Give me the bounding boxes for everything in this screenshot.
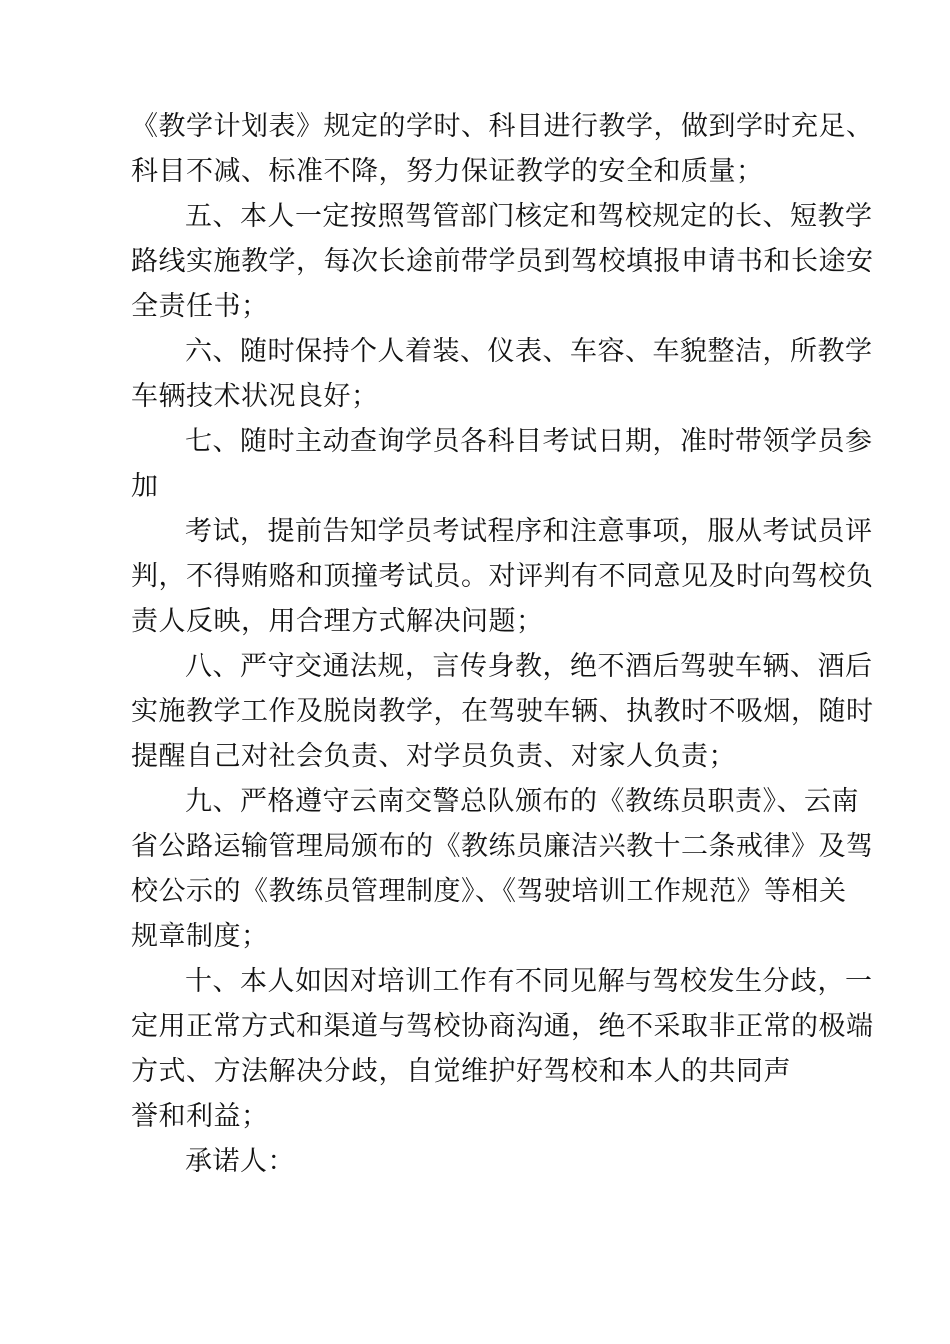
text-line: 定用正常方式和渠道与驾校协商沟通，绝不采取非正常的极端 [131,1011,874,1042]
text-line: 校公示的《教练员管理制度》、《驾驶培训工作规范》等相关 [131,876,847,907]
text-line: 路线实施教学，每次长途前带学员到驾校填报申请书和长途安 [131,246,874,277]
text-line: 省公路运输管理局颁布的《教练员廉洁兴教十二条戒律》及驾 [131,831,874,862]
paragraph-9-line: 九、严格遵守云南交警总队颁布的《教练员职责》、云南 [185,786,859,817]
text-line: 考试，提前告知学员考试程序和注意事项，服从考试员评 [185,516,873,547]
text-line: 判，不得贿赂和顶撞考试员。对评判有不同意见及时向驾校负 [131,561,874,592]
signature-label: 承诺人： [185,1146,295,1177]
text-line: 车辆技术状况良好； [131,381,379,412]
paragraph-6-line: 六、随时保持个人着装、仪表、车容、车貌整洁，所教学 [185,336,873,367]
text-line: 科目不减、标准不降，努力保证教学的安全和质量； [131,156,764,187]
text-line: 《教学计划表》规定的学时、科目进行教学，做到学时充足、 [131,111,874,142]
paragraph-8-line: 八、严守交通法规，言传身教，绝不酒后驾驶车辆、酒后 [185,651,873,682]
text-line: 加 [131,471,159,502]
text-line: 誉和利益； [131,1101,269,1132]
text-line: 方式、方法解决分歧，自觉维护好驾校和本人的共同声 [131,1056,791,1087]
paragraph-5-line: 五、本人一定按照驾管部门核定和驾校规定的长、短教学 [185,201,873,232]
paragraph-7-line: 七、随时主动查询学员各科目考试日期，准时带领学员参 [185,426,873,457]
text-line: 实施教学工作及脱岗教学，在驾驶车辆、执教时不吸烟，随时 [131,696,874,727]
text-line: 规章制度； [131,921,269,952]
text-line: 提醒自己对社会负责、对学员负责、对家人负责； [131,741,736,772]
text-line: 全责任书； [131,291,269,322]
text-line: 责人反映，用合理方式解决问题； [131,606,544,637]
paragraph-10-line: 十、本人如因对培训工作有不同见解与驾校发生分歧，一 [185,966,873,997]
